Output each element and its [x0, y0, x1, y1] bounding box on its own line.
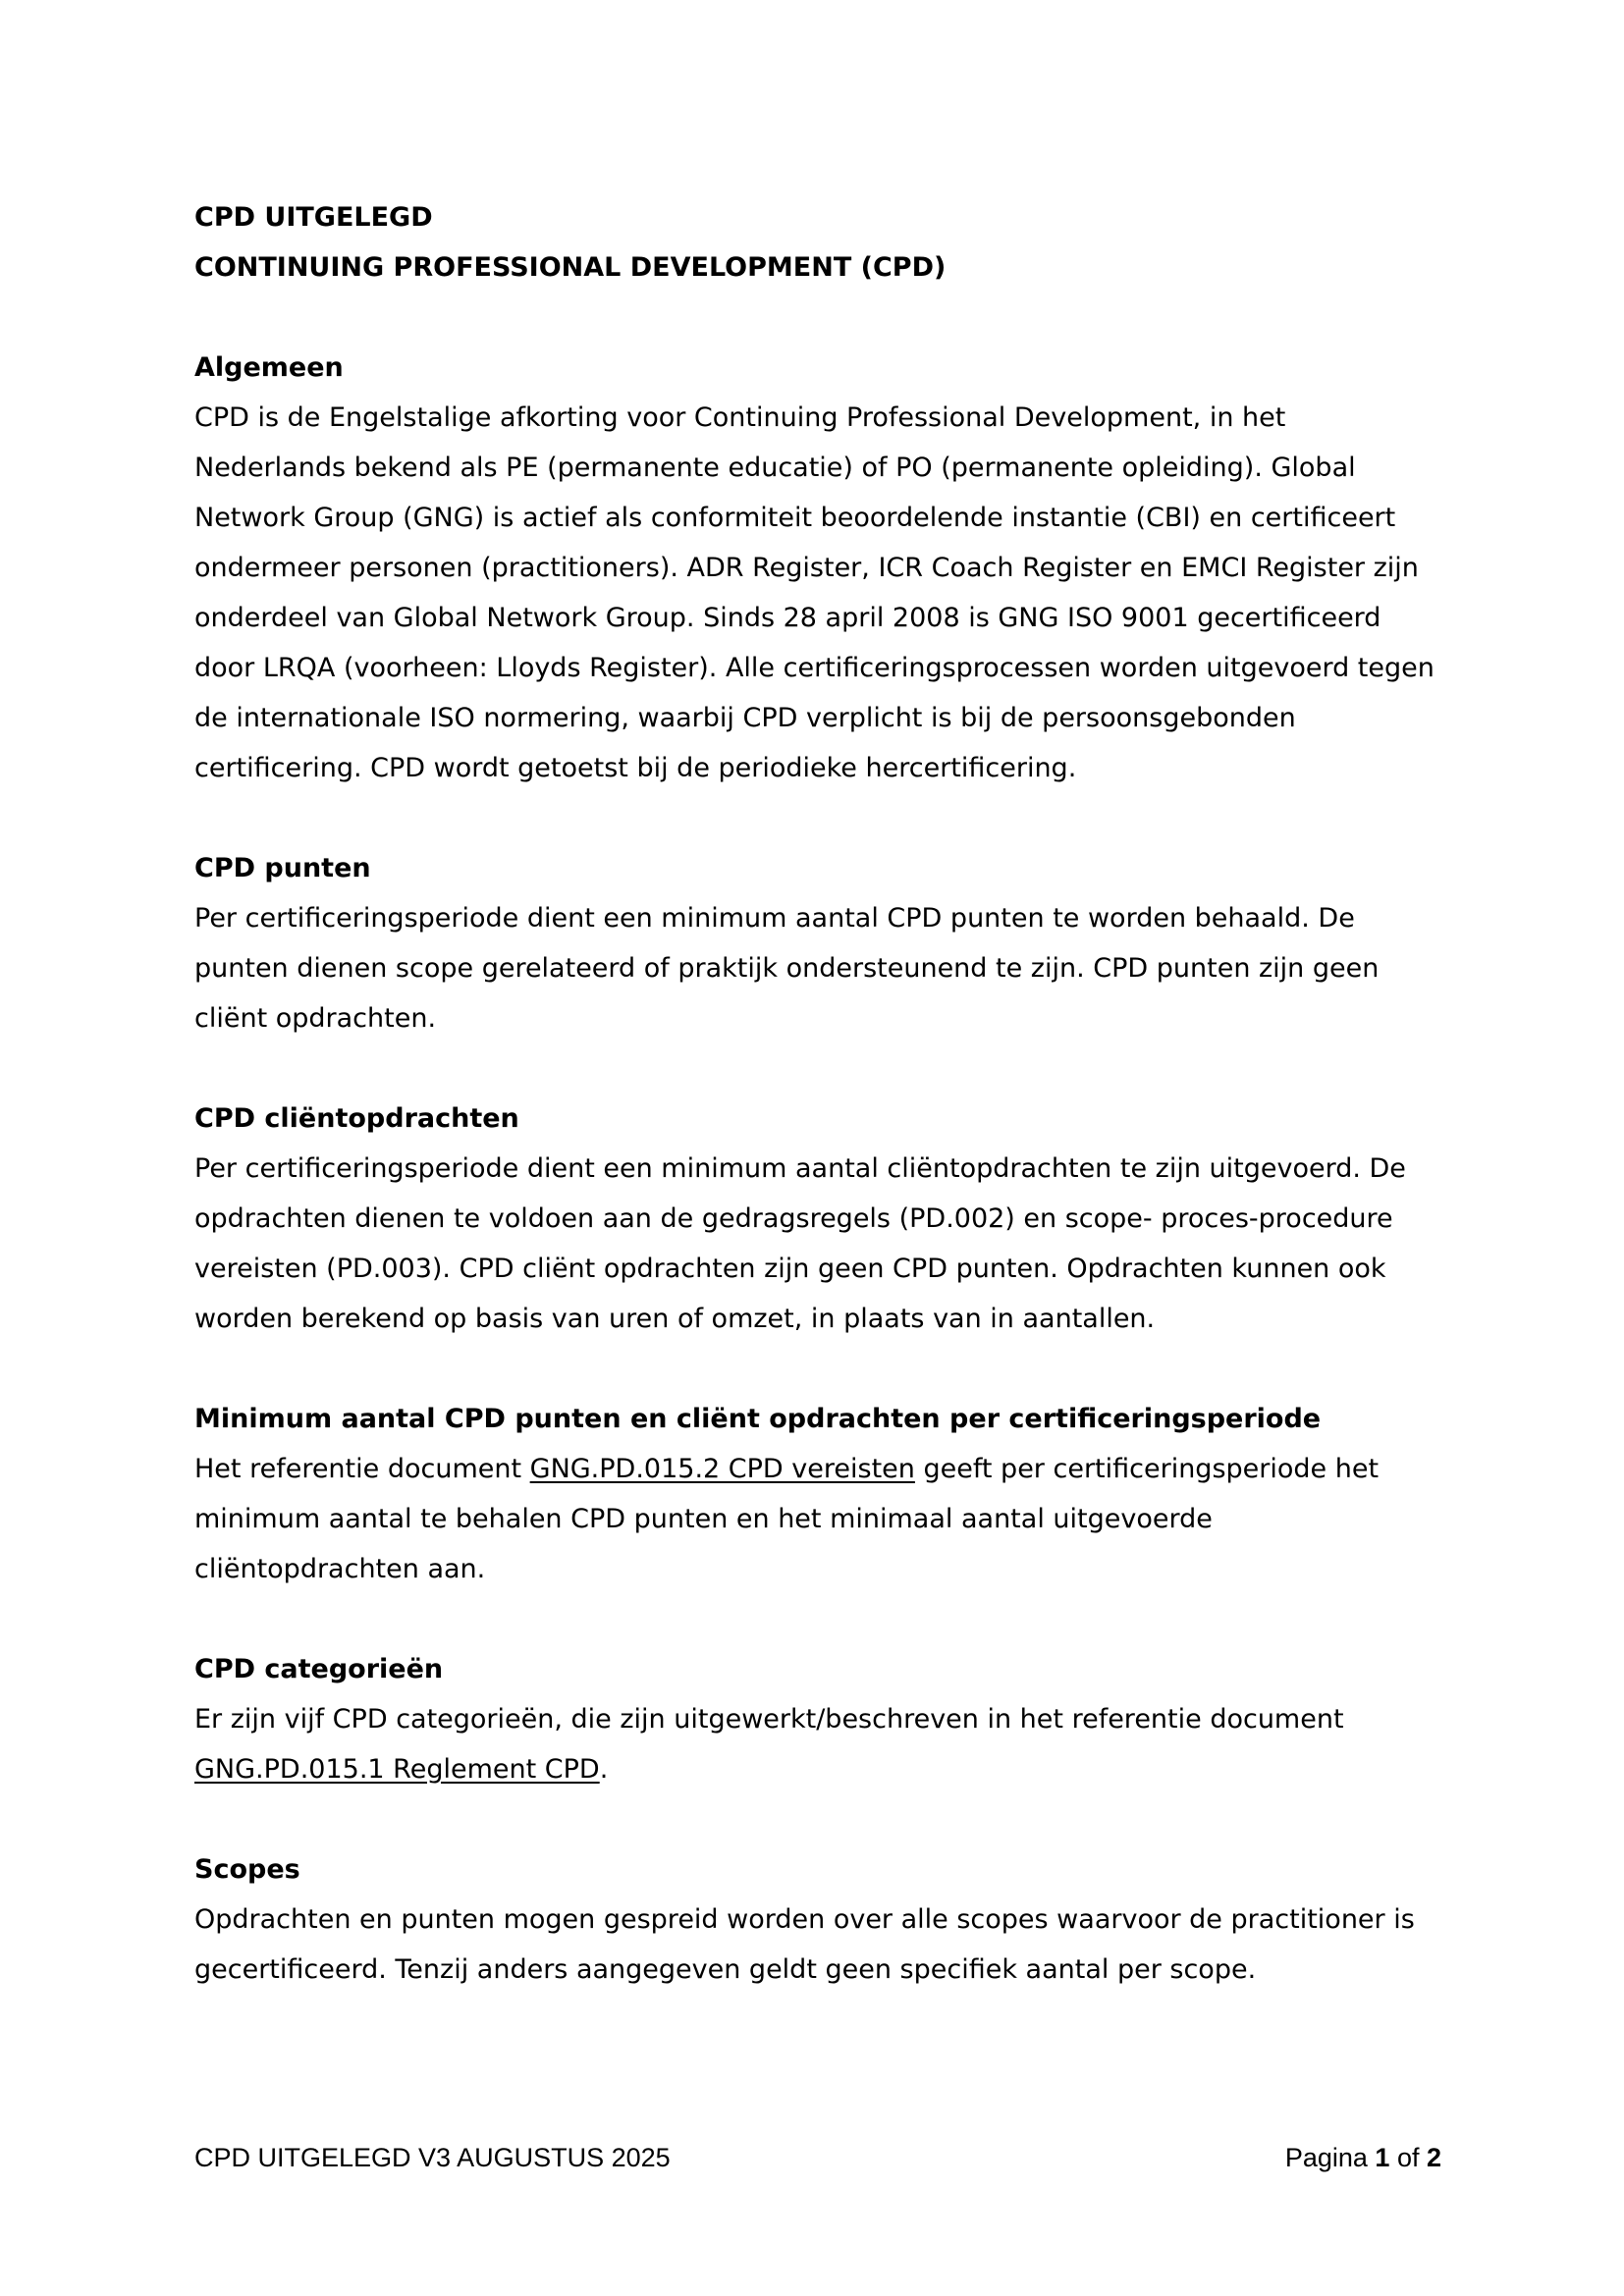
section-body-cpd-punten: Per certificeringsperiode dient een minimum aantal CPD punten te worden behaald. De punten dienen scope gerelateerd of praktijk ondersteunend te zijn. CPD punten zijn geen cliënt opdrachten. — [194, 903, 1380, 1034]
section-body-scopes: Opdrachten en punten mogen gespreid worden over alle scopes waarvoor de practitioner is gecertificeerd. Tenzij anders aangegeven geldt geen specifiek aantal per scope. — [194, 1904, 1415, 1985]
body-text-before-link: Het referentie document — [194, 1454, 530, 1484]
section-heading-cpd-categorieen: CPD categorieën — [194, 1654, 444, 1684]
section-body-cpd-clientopdrachten: Per certificeringsperiode dient een minimum aantal cliëntopdrachten te zijn uitgevoerd. De opdrachten dienen te voldoen aan de gedragsregels (PD.002) en scope- proces-procedure vereisten (PD.003). CPD cliënt opdrachten zijn geen CPD punten. Opdrachten kunnen ook worden berekend op basis van uren of omzet, in plaats van in aantallen. — [194, 1153, 1406, 1334]
link-cpd-vereisten[interactable]: GNG.PD.015.2 CPD vereisten — [529, 1454, 915, 1484]
document-subtitle: CONTINUING PROFESSIONAL DEVELOPMENT (CPD) — [194, 252, 947, 283]
section-heading-minimum-aantal: Minimum aantal CPD punten en cliënt opdrachten per certificeringsperiode — [194, 1404, 1322, 1434]
link-reglement-cpd[interactable]: GNG.PD.015.1 Reglement CPD — [194, 1754, 600, 1785]
page-total: 2 — [1426, 2143, 1441, 2172]
body-text-after-link: . — [599, 1754, 609, 1785]
footer-page-number — [1285, 2138, 1441, 2177]
section-body-cpd-categorieen — [194, 1694, 1441, 1794]
document-content — [194, 192, 1441, 1995]
section-minimum-aantal — [194, 1394, 1441, 1594]
section-heading-algemeen: Algemeen — [194, 352, 344, 383]
section-heading-cpd-clientopdrachten: CPD cliëntopdrachten — [194, 1103, 519, 1134]
section-heading-scopes: Scopes — [194, 1854, 300, 1885]
section-cpd-categorieen — [194, 1644, 1441, 1794]
body-text-before-link: Er zijn vijf CPD categorieën, die zijn uitgewerkt/beschreven in het referentie document — [194, 1704, 1344, 1735]
section-scopes — [194, 1844, 1441, 1995]
section-body-algemeen: CPD is de Engelstalige afkorting voor Continuing Professional Development, in het Nederlands bekend als PE (permanente educatie) of PO (permanente opleiding). Global Network Group (GNG) is actief als conformiteit beoordelende instantie (CBI) en certificeert ondermeer personen (practitioners). ADR Register, ICR Coach Register en EMCI Register zijn onderdeel van Global Network Group. Sinds 28 april 2008 is GNG ISO 9001 gecertificeerd door LRQA (voorheen: Lloyds Register). Alle certificeringsprocessen worden uitgevoerd tegen de internationale ISO normering, waarbij CPD verplicht is bij de persoonsgebonden certificering. CPD wordt getoetst bij de periodieke hercertificering. — [194, 402, 1435, 783]
section-cpd-clientopdrachten — [194, 1094, 1441, 1344]
page-of-label: of — [1389, 2143, 1427, 2172]
page-footer — [194, 2138, 1441, 2177]
page-label: Pagina — [1284, 2143, 1376, 2172]
section-cpd-punten — [194, 843, 1441, 1043]
page-current: 1 — [1375, 2143, 1390, 2172]
section-body-minimum-aantal — [194, 1444, 1441, 1594]
section-heading-cpd-punten: CPD punten — [194, 853, 371, 883]
body-text-after-link: geeft per certificeringsperiode het minimum aantal te behalen CPD punten en het minimaal aantal uitgevoerde cliëntopdrachten aan. — [194, 1454, 1380, 1584]
footer-document-version: CPD UITGELEGD V3 AUGUSTUS 2025 — [194, 2143, 671, 2172]
document-title: CPD UITGELEGD — [194, 202, 433, 233]
section-algemeen — [194, 343, 1441, 793]
